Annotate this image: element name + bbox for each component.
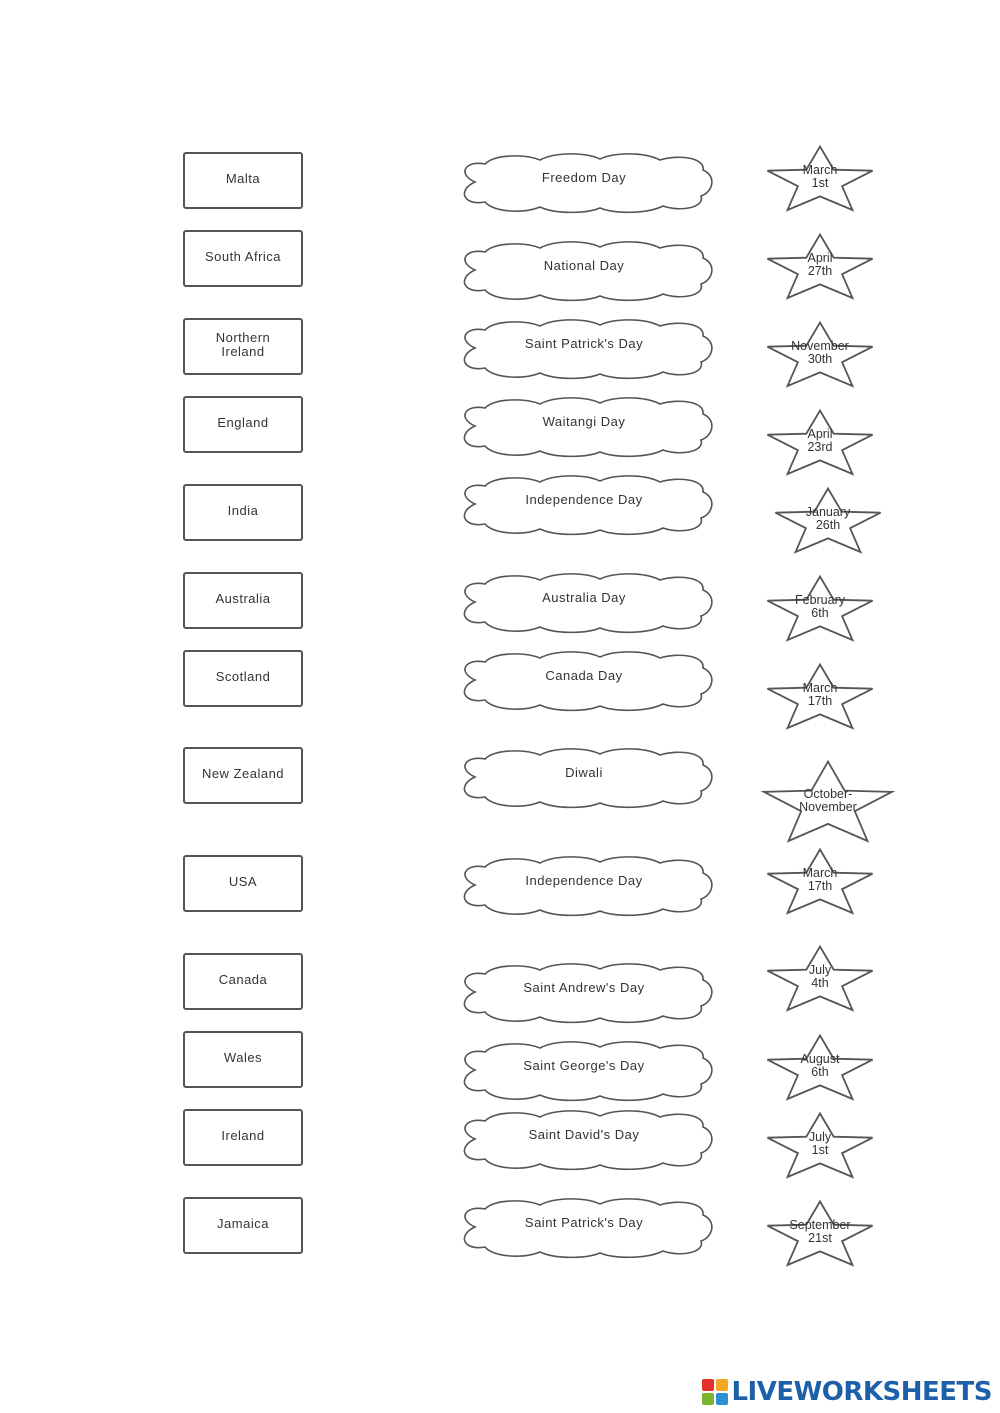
country-box-12[interactable] [183,1109,303,1166]
country-label: Wales [223,1049,263,1065]
country-label: Northern Ireland [215,329,271,359]
liveworksheets-logo-icon [702,1379,728,1405]
holiday-cloud-8[interactable] [455,747,713,807]
date-star-2[interactable] [760,230,880,302]
holiday-label: National Day [543,258,625,273]
holiday-cloud-12[interactable] [455,1109,713,1169]
country-box-11[interactable] [183,1031,303,1088]
date-label: February 6th [794,593,846,620]
country-box-5[interactable] [183,484,303,541]
country-label: Jamaica [217,1215,269,1231]
date-star-8[interactable] [758,756,898,846]
country-label: Ireland [221,1127,265,1143]
holiday-label: Freedom Day [541,170,627,185]
country-box-13[interactable] [183,1197,303,1254]
country-label: Canada [218,971,268,987]
holiday-label: Saint David's Day [528,1127,640,1142]
date-star-3[interactable] [760,318,880,390]
country-box-3[interactable] [183,318,303,375]
date-label: April 23rd [807,427,833,454]
date-star-12[interactable] [760,1109,880,1181]
logo-square-red [702,1379,714,1391]
country-label: England [217,414,269,430]
holiday-label: Diwali [565,765,603,780]
date-label: July 1st [808,1130,832,1157]
date-star-11[interactable] [760,1031,880,1103]
holiday-cloud-13[interactable] [455,1197,713,1257]
holiday-cloud-7[interactable] [455,650,713,710]
date-star-4[interactable] [760,406,880,478]
country-box-9[interactable] [183,855,303,912]
liveworksheets-brand [702,1377,992,1407]
holiday-cloud-6[interactable] [455,572,713,632]
date-label: April 27th [807,251,833,278]
date-label: August 6th [800,1052,840,1079]
holiday-label: Australia Day [542,590,626,605]
holiday-label: Saint Andrew's Day [523,980,645,995]
holiday-label: Canada Day [545,668,623,683]
holiday-label: Saint Patrick's Day [524,336,644,351]
logo-square-blue [716,1393,728,1405]
brand-name: LIVEWORKSHEETS [731,1377,992,1407]
holiday-cloud-5[interactable] [455,474,713,534]
date-star-1[interactable] [760,142,880,214]
date-star-10[interactable] [760,942,880,1014]
logo-square-green [702,1393,714,1405]
country-label: New Zealand [201,765,285,781]
date-label: November 30th [791,339,849,366]
holiday-label: Independence Day [525,492,643,507]
logo-square-orange [716,1379,728,1391]
holiday-cloud-9[interactable] [455,855,713,915]
country-box-8[interactable] [183,747,303,804]
date-label: March 1st [802,163,838,190]
date-label: July 4th [808,963,832,990]
date-star-9[interactable] [760,845,880,917]
holiday-cloud-3[interactable] [455,318,713,378]
holiday-label: Saint Patrick's Day [524,1215,644,1230]
country-label: India [227,502,259,518]
date-label: January 26th [805,505,851,532]
date-label: October- November [799,787,857,814]
date-label: March 17th [802,681,838,708]
holiday-cloud-4[interactable] [455,396,713,456]
date-label: September 21st [789,1218,851,1245]
date-label: March 17th [802,866,838,893]
holiday-cloud-11[interactable] [455,1040,713,1100]
holiday-cloud-1[interactable] [455,152,713,212]
date-star-7[interactable] [760,660,880,732]
holiday-label: Waitangi Day [542,414,626,429]
date-star-5[interactable] [768,484,888,556]
country-label: Scotland [215,668,271,684]
holiday-cloud-2[interactable] [455,240,713,300]
date-star-6[interactable] [760,572,880,644]
date-star-13[interactable] [760,1197,880,1269]
country-box-2[interactable] [183,230,303,287]
country-box-6[interactable] [183,572,303,629]
country-box-7[interactable] [183,650,303,707]
holiday-cloud-10[interactable] [455,962,713,1022]
holiday-label: Saint George's Day [523,1058,645,1073]
country-label: Australia [215,590,271,606]
country-box-10[interactable] [183,953,303,1010]
country-box-4[interactable] [183,396,303,453]
country-box-1[interactable] [183,152,303,209]
country-label: USA [228,873,258,889]
country-label: South Africa [204,248,282,264]
holiday-label: Independence Day [525,873,643,888]
country-label: Malta [225,170,261,186]
